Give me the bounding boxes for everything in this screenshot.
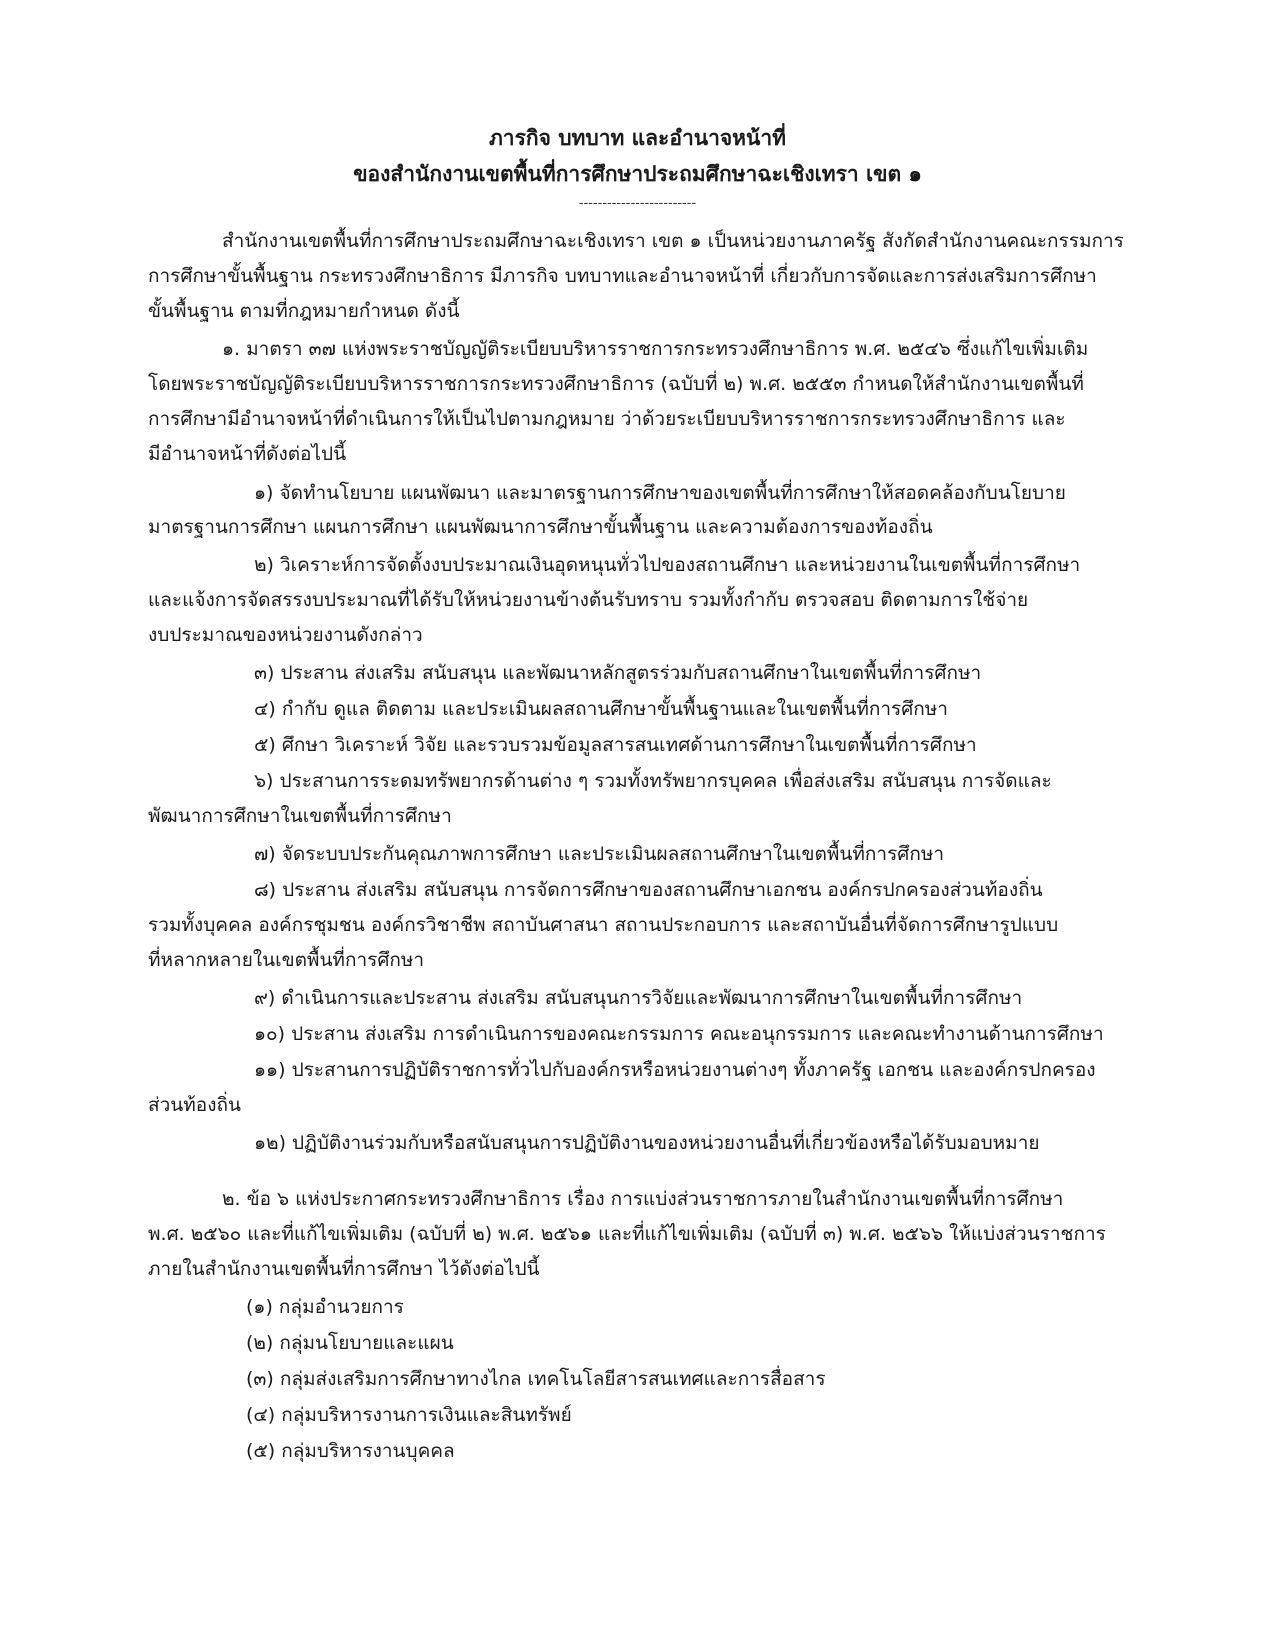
text-line: ๑) จัดทำนโยบาย แผนพัฒนา และมาตรฐานการศึกษาของเขตพื้นที่การศึกษาให้สอดคล้องกับนโยบาย bbox=[254, 482, 1066, 504]
duty-item-4: ๔) กำกับ ดูแล ติดตาม และประเมินผลสถานศึกษาขั้นพื้นฐานและในเขตพื้นที่การศึกษา bbox=[254, 698, 948, 720]
doc-title-line2: ของสำนักงานเขตพื้นที่การศึกษาประถมศึกษาฉะเชิงเทรา เขต ๑ bbox=[353, 162, 922, 186]
text-line: ภายในสำนักงานเขตพื้นที่การศึกษา ไว้ดังต่อไปนี้ bbox=[148, 1258, 540, 1280]
text-line: งบประมาณของหน่วยงานดังกล่าว bbox=[148, 624, 423, 646]
duty-item-3: ๓) ประสาน ส่งเสริม สนับสนุน และพัฒนาหลักสูตรร่วมกับสถานศึกษาในเขตพื้นที่การศึกษา bbox=[254, 662, 982, 684]
text-line: ๘) ประสาน ส่งเสริม สนับสนุน การจัดการศึกษาของสถานศึกษาเอกชน องค์กรปกครองส่วนท้องถิ่น bbox=[254, 879, 1043, 901]
text-line: ๖) ประสานการระดมทรัพยากรด้านต่าง ๆ รวมทั้งทรัพยากรบุคคล เพื่อส่งเสริม สนับสนุน การจัดและ bbox=[254, 770, 1052, 792]
text-line: ๑๑) ประสานการปฏิบัติราชการทั่วไปกับองค์กรหรือหน่วยงานต่างๆ ทั้งภาครัฐ เอกชน และองค์กรปกครอง bbox=[254, 1059, 1096, 1081]
text-line: ส่วนท้องถิ่น bbox=[148, 1094, 241, 1116]
duty-item-10: ๑๐) ประสาน ส่งเสริม การดำเนินการของคณะกรรมการ คณะอนุกรรมการ และคณะทำงานด้านการศึกษา bbox=[254, 1023, 1104, 1045]
doc-title-line1: ภารกิจ บทบาท และอำนาจหน้าที่ bbox=[488, 126, 787, 150]
text-line: พัฒนาการศึกษาในเขตพื้นที่การศึกษา bbox=[148, 805, 452, 827]
list-item: (๕) กลุ่มบริหารงานบุคคล bbox=[246, 1440, 455, 1462]
duty-item-9: ๙) ดำเนินการและประสาน ส่งเสริม สนับสนุนการวิจัยและพัฒนาการศึกษาในเขตพื้นที่การศึกษา bbox=[254, 987, 1023, 1009]
text-line: การศึกษามีอำนาจหน้าที่ดำเนินการให้เป็นไปตามกฎหมาย ว่าด้วยระเบียบบริหารราชการกระทรวงศึกษาธิการ และ bbox=[148, 408, 1066, 430]
title-divider: ------------------------- bbox=[578, 196, 697, 211]
text-line: ขั้นพื้นฐาน ตามที่กฎหมายกำหนด ดังนี้ bbox=[148, 300, 460, 322]
duty-item-7: ๗) จัดระบบประกันคุณภาพการศึกษา และประเมินผลสถานศึกษาในเขตพื้นที่การศึกษา bbox=[254, 843, 945, 865]
duty-item-5: ๕) ศึกษา วิเคราะห์ วิจัย และรวบรวมข้อมูลสารสนเทศด้านการศึกษาในเขตพื้นที่การศึกษา bbox=[254, 734, 977, 756]
list-item: (๔) กลุ่มบริหารงานการเงินและสินทรัพย์ bbox=[246, 1404, 572, 1426]
text-line: ๒. ข้อ ๖ แห่งประกาศกระทรวงศึกษาธิการ เรื่อง การแบ่งส่วนราชการภายในสำนักงานเขตพื้นที่การศึกษา bbox=[222, 1188, 1064, 1210]
text-line: พ.ศ. ๒๕๖๐ และที่แก้ไขเพิ่มเติม (ฉบับที่ ๒) พ.ศ. ๒๕๖๑ และที่แก้ไขเพิ่มเติม (ฉบับที่ ๓) พ.ศ. ๒๕๖๖ ให้แบ่งส่วนราชการ bbox=[148, 1223, 1106, 1245]
text-line: การศึกษาขั้นพื้นฐาน กระทรวงศึกษาธิการ มีภารกิจ บทบาทและอำนาจหน้าที่ เกี่ยวกับการจัดและการส่งเสริมการศึกษา bbox=[148, 265, 1097, 287]
duty-item-12: ๑๒) ปฏิบัติงานร่วมกับหรือสนับสนุนการปฏิบัติงานของหน่วยงานอื่นที่เกี่ยวข้องหรือได้รับมอบหมาย bbox=[254, 1132, 1040, 1154]
text-line: มีอำนาจหน้าที่ดังต่อไปนี้ bbox=[148, 443, 347, 465]
text-line: และแจ้งการจัดสรรงบประมาณที่ได้รับให้หน่วยงานข้างต้นรับทราบ รวมทั้งกำกับ ตรวจสอบ ติดตามการใช้จ่าย bbox=[148, 589, 1029, 611]
text-line: ๑. มาตรา ๓๗ แห่งพระราชบัญญัติระเบียบบริหารราชการกระทรวงศึกษาธิการ พ.ศ. ๒๕๔๖ ซึ่งแก้ไขเพิ่มเติม bbox=[222, 338, 1089, 360]
text-line: มาตรฐานการศึกษา แผนการศึกษา แผนพัฒนาการศึกษาขั้นพื้นฐาน และความต้องการของท้องถิ่น bbox=[148, 516, 933, 538]
text-line: รวมทั้งบุคคล องค์กรชุมชน องค์กรวิชาชีพ สถาบันศาสนา สถานประกอบการ และสถาบันอื่นที่จัดการศึกษารูปแบบ bbox=[148, 914, 1059, 936]
list-item: (๑) กลุ่มอำนวยการ bbox=[246, 1296, 404, 1318]
text-line: สำนักงานเขตพื้นที่การศึกษาประถมศึกษาฉะเชิงเทรา เขต ๑ เป็นหน่วยงานภาครัฐ สังกัดสำนักงานคณะกรรมการ bbox=[222, 230, 1124, 252]
list-item: (๒) กลุ่มนโยบายและแผน bbox=[246, 1332, 454, 1354]
list-item: (๓) กลุ่มส่งเสริมการศึกษาทางไกล เทคโนโลยีสารสนเทศและการสื่อสาร bbox=[246, 1368, 826, 1390]
text-line: ที่หลากหลายในเขตพื้นที่การศึกษา bbox=[148, 949, 425, 971]
text-line: โดยพระราชบัญญัติระเบียบบริหารราชการกระทรวงศึกษาธิการ (ฉบับที่ ๒) พ.ศ. ๒๕๕๓ กำหนดให้สำนักงานเขตพื้นที่ bbox=[148, 373, 1084, 395]
text-line: ๒) วิเคราะห์การจัดตั้งงบประมาณเงินอุดหนุนทั่วไปของสถานศึกษา และหน่วยงานในเขตพื้นที่การศึกษา bbox=[254, 554, 1081, 576]
